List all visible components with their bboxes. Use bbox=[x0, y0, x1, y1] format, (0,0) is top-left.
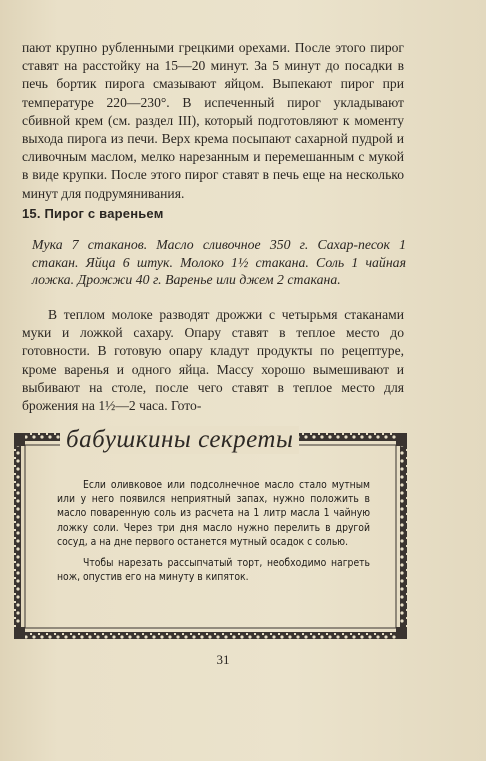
secrets-title: бабушкины секреты bbox=[60, 426, 299, 454]
ingredients-list: Мука 7 стаканов. Масло сливочное 350 г. Сахар-песок 1 стакан. Яйца 6 штук. Молоко 1½ стакана. Соль 1 чайная ложка. Дрожжи 40 г. Варенье или джем 2 стакана. bbox=[32, 237, 406, 288]
secrets-body bbox=[57, 478, 370, 591]
secret-tip-2: Чтобы нарезать рассыпчатый торт, необходимо нагреть нож, опустив его на минуту в кипяток. bbox=[57, 557, 370, 584]
secret-tip-1: Если оливковое или подсолнечное масло стало мутным или у него появился неприятный запах, нужно положить в масло поваренную соль из расчета на 1 литр масла 1 чайную ложку соли. Через три дня масло нужно перелить в другой сосуд, а на дне первого останется мутный осадок с солью. bbox=[57, 479, 370, 548]
body-paragraph-1 bbox=[22, 39, 404, 203]
page-number: 31 bbox=[216, 652, 230, 667]
recipe-heading: 15. Пирог с вареньем bbox=[22, 206, 164, 221]
body-paragraph-2 bbox=[22, 306, 404, 415]
paragraph-text: пают крупно рубленными грецкими орехами. После этого пирог ставят на расстойку на 15—20 минут. За 5 минут до посадки в печь бортик пирога смазывают яйцом. Выпекают пирог при температуре 220—230°. В испеченный пирог укладывают сбивной крем (см. раздел III), который подготовляют к моменту выхода пирога из печи. Верх крема посыпают сахарной пудрой и сливочным маслом, мелко нарезанным и перемешанным с мукой в виде крупки. После этого пирог ставят в печь еще на несколько минут для подрумянивания. bbox=[22, 40, 404, 201]
paragraph-text: В теплом молоке разводят дрожжи с четырьмя стаканами муки и ложкой сахару. Опару ставят в теплое место до готовности. В готовую опару кладут продукты по рецептуре, кроме варенья и одного яйца. Массу хорошо вымешивают и выбивают на столе, после чего ставят в теплое место для брожения на 1½—2 часа. Гото- bbox=[22, 307, 404, 414]
